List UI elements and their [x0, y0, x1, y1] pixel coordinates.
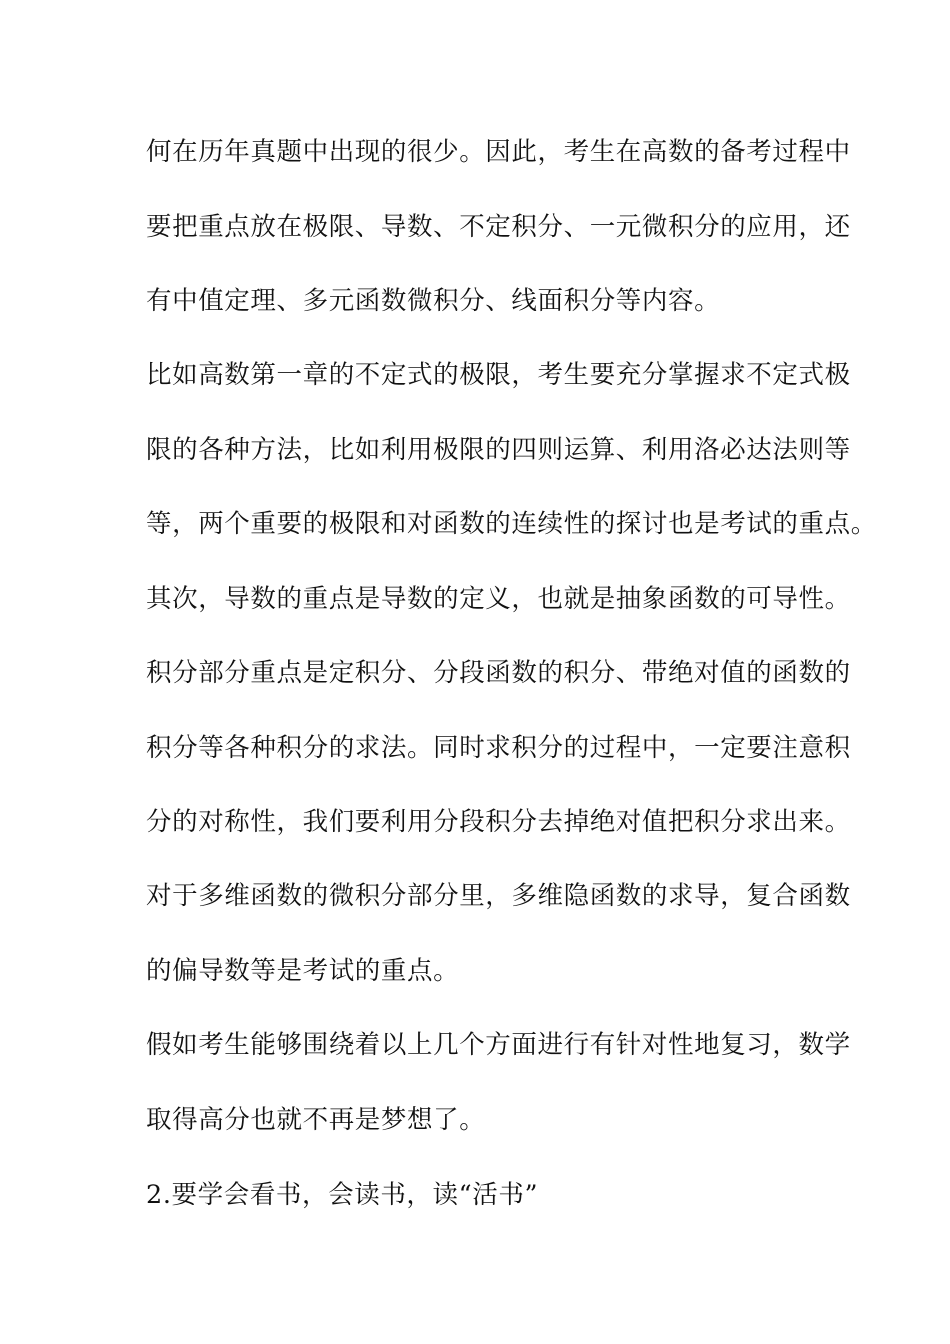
- text-line: 其次，导数的重点是导数的定义，也就是抽象函数的可导性。: [146, 584, 851, 614]
- text-line: 对于多维函数的微积分部分里，多维隐函数的求导，复合函数: [146, 881, 851, 911]
- text-line: 要把重点放在极限、导数、不定积分、一元微积分的应用，还: [146, 212, 851, 242]
- text-line: 取得高分也就不再是梦想了。: [146, 1105, 486, 1135]
- text-line: 何在历年真题中出现的很少。因此，考生在高数的备考过程中: [146, 137, 851, 167]
- text-line: 比如高数第一章的不定式的极限，考生要充分掌握求不定式极: [146, 360, 851, 390]
- text-line: 等，两个重要的极限和对函数的连续性的探讨也是考试的重点。: [146, 509, 877, 539]
- text-line: 积分部分重点是定积分、分段函数的积分、带绝对值的函数的: [146, 658, 851, 688]
- text-line: 假如考生能够围绕着以上几个方面进行有针对性地复习，数学: [146, 1030, 851, 1060]
- text-line: 分的对称性，我们要利用分段积分去掉绝对值把积分求出来。: [146, 807, 851, 837]
- text-line: 的偏导数等是考试的重点。: [146, 956, 460, 986]
- text-line: 积分等各种积分的求法。同时求积分的过程中，一定要注意积: [146, 733, 851, 763]
- text-line: 限的各种方法，比如利用极限的四则运算、利用洛必达法则等: [146, 435, 851, 465]
- section-heading: 2.要学会看书，会读书，读“活书”: [146, 1180, 539, 1210]
- text-line: 有中值定理、多元函数微积分、线面积分等内容。: [146, 286, 721, 316]
